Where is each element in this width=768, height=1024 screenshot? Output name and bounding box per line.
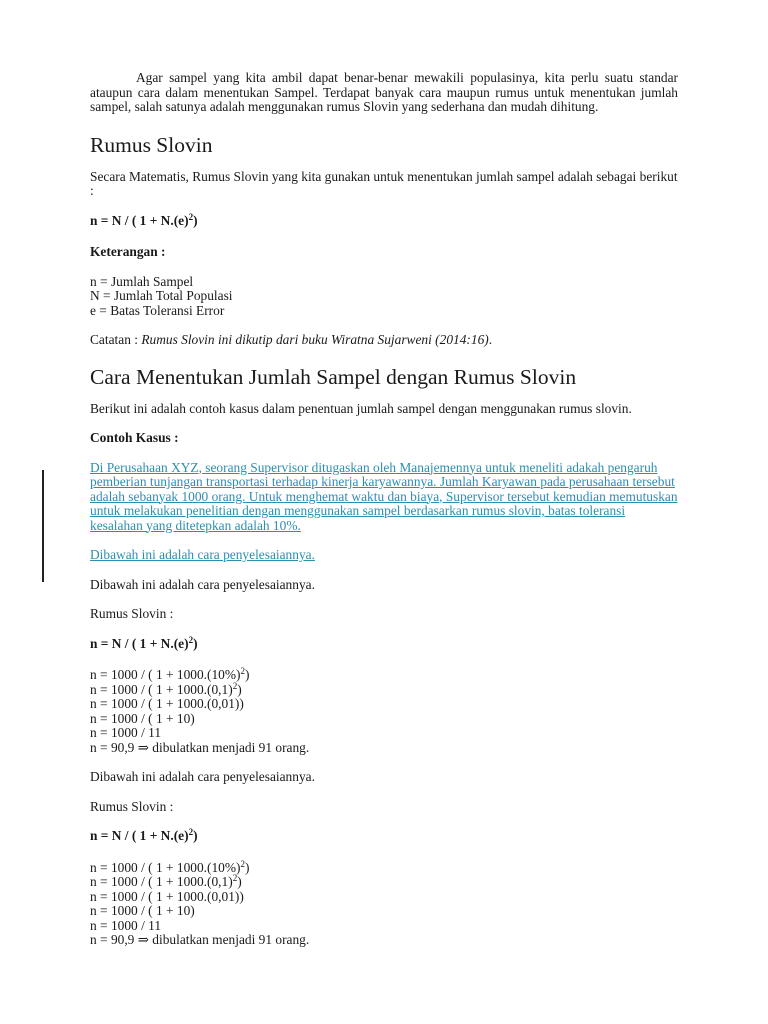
rumus-label: Rumus Slovin : (90, 606, 174, 621)
solution-steps (90, 858, 678, 948)
solution-formula: n = N / ( $1 + N.(e)^2$) (90, 827, 198, 843)
heading-rumus-slovin: Rumus Slovin (90, 132, 213, 157)
formula-description: Secara Matematis, Rumus Slovin yang kita gunakan untuk menentukan jumlah sampel adalah sebagai berikut : (90, 168, 678, 198)
solution-formula: n = N / ( $1 + N.(e)^2$) (90, 634, 198, 651)
step-5: n = 1000 / 11 (90, 725, 162, 740)
contoh-kasus-label: Contoh Kasus : (90, 430, 179, 445)
step-3: n = 1000 / ( 1 + 1000.(0,01)) (90, 888, 244, 904)
solution-steps (90, 668, 678, 755)
solution-block (90, 578, 678, 756)
catatan-note: Catatan : Rumus Slovin ini dikutip dari buku Wiratna Sujarweni (2014:16). (90, 332, 493, 347)
keterangan-label: Keterangan : (90, 244, 166, 259)
solution-intro: Dibawah ini adalah cara penyelesaiannya. (90, 769, 315, 784)
solution-link[interactable]: Dibawah ini adalah cara penyelesaiannya. (90, 547, 315, 562)
main-formula: n = N / ( $1 + N.(e)^2$) (90, 211, 198, 228)
step-2: n = 1000 / ( $1 + 1000.(0,1)^2$) (90, 873, 242, 889)
step-6: n = 90,9 ⇒ dibulatkan menjadi 91 orang. (90, 739, 310, 755)
solution-block (90, 770, 678, 948)
heading-cara-menentukan: Cara Menentukan Jumlah Sampel dengan Rumus Slovin (90, 364, 577, 389)
step-3: n = 1000 / ( 1 + 1000.(0,01)) (90, 696, 244, 711)
step-1: n = 1000 / ( $1 + 1000.(10\%)^2$) (90, 666, 250, 682)
step-4: n = 1000 / ( 1 + 10) (90, 903, 195, 918)
step-5: n = 1000 / 11 (90, 917, 162, 933)
step-4: n = 1000 / ( 1 + 10) (90, 710, 195, 726)
keterangan-N: N = Jumlah Total Populasi (90, 288, 233, 303)
step-6: n = 90,9 ⇒ dibulatkan menjadi 91 orang. (90, 932, 310, 947)
intro-paragraph: Agar sampel yang kita ambil dapat benar-benar mewakili populasinya, kita perlu suatu standar ataupun cara dalam menentukan Sampel. Terdapat banyak cara maupun rumus untuk menentukan jumlah sampel, salah satunya adalah menggunakan rumus Slovin yang sederhana dan mudah dihitung. (90, 70, 678, 114)
step-1: n = 1000 / ( $1 + 1000.(10\%)^2$) (90, 858, 250, 875)
case-description: Berikut ini adalah contoh kasus dalam penentuan jumlah sampel dengan menggunakan rumus slovin. (90, 400, 632, 416)
change-bar (42, 470, 44, 582)
case-text-link[interactable]: Di Perusahaan XYZ, seorang Supervisor ditugaskan oleh Manajemennya untuk meneliti adakah pengaruh pemberian tunjangan transportasi terhadap kinerja karyawannya. Jumlah Karyawan pada perusahaan tersebut adalah sebanyak 1000 orang. Untuk menghemat waktu dan biaya, Supervisor tersebut kemudian memutuskan untuk melakukan penelitian dengan menggunakan sampel berdasarkan rumus slovin, batas toleransi kesalahan yang ditetepkan adalah 10%. (90, 459, 678, 533)
keterangan-n: n = Jumlah Sampel (90, 273, 194, 289)
rumus-label: Rumus Slovin : (90, 798, 174, 814)
document-page (90, 71, 678, 948)
step-2: n = 1000 / ( $1 + 1000.(0,1)^2$) (90, 680, 242, 697)
keterangan-e: e = Batas Toleransi Error (90, 302, 225, 318)
keterangan-list (90, 275, 678, 319)
solution-intro: Dibawah ini adalah cara penyelesaiannya. (90, 576, 315, 592)
